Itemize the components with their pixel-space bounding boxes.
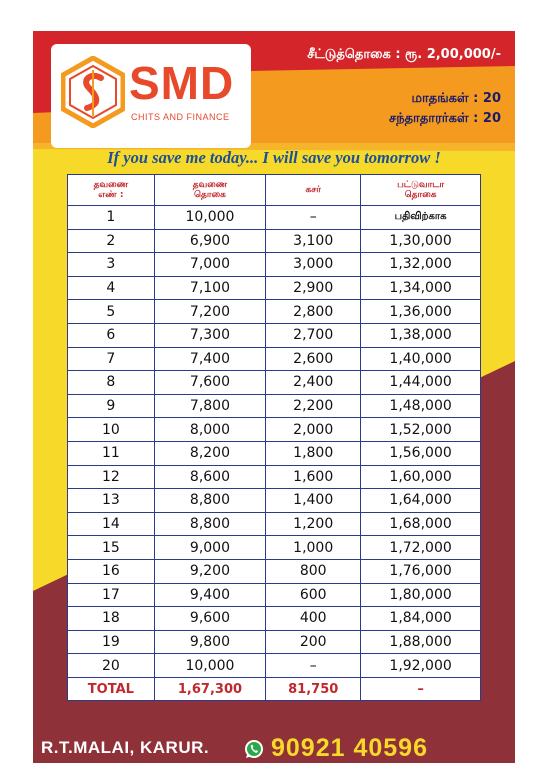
table-row <box>68 559 481 583</box>
table-cell: 8,800 <box>154 489 266 513</box>
table-cell: 7,400 <box>154 347 266 371</box>
table-cell: 18 <box>68 607 155 631</box>
table-row <box>68 276 481 300</box>
table-cell: 1,36,000 <box>361 300 481 324</box>
table-cell: 1,84,000 <box>361 607 481 631</box>
table-cell: 2,000 <box>266 418 361 442</box>
table-cell: 7,600 <box>154 371 266 395</box>
table-cell: 12 <box>68 465 155 489</box>
table-cell: 9 <box>68 394 155 418</box>
table-row <box>68 654 481 678</box>
footer-address: R.T.MALAI, KARUR. <box>41 738 210 757</box>
table-cell: 7 <box>68 347 155 371</box>
table-header-row <box>68 175 481 206</box>
table-cell: 16 <box>68 559 155 583</box>
table-cell: 10,000 <box>154 654 266 678</box>
table-cell: 1,40,000 <box>361 347 481 371</box>
chit-poster <box>33 31 515 763</box>
header-installment-amount: தவணை தொகை <box>154 175 266 206</box>
table-cell: பதிவிற்காக <box>361 206 481 230</box>
table-cell: 8 <box>68 371 155 395</box>
table-cell: 7,000 <box>154 253 266 277</box>
table-row <box>68 630 481 654</box>
table-row <box>68 394 481 418</box>
table-cell: 1,64,000 <box>361 489 481 513</box>
brand-tagline: CHITS AND FINANCE <box>131 112 230 122</box>
table-cell: 1,88,000 <box>361 630 481 654</box>
table-cell: 13 <box>68 489 155 513</box>
table-row <box>68 465 481 489</box>
header-installment-no: தவணை எண் : <box>68 175 155 206</box>
table-row <box>68 441 481 465</box>
table-cell: 1 <box>68 206 155 230</box>
table-cell: 2,600 <box>266 347 361 371</box>
table-total-cell: TOTAL <box>68 677 155 701</box>
table-total-row <box>68 677 481 701</box>
table-cell: 6,900 <box>154 229 266 253</box>
table-cell: 2,900 <box>266 276 361 300</box>
table-cell: 1,600 <box>266 465 361 489</box>
header-discount: கசர் <box>266 175 361 206</box>
table-body <box>68 206 481 701</box>
header-payout-amount: பட்டுவாடா தொகை <box>361 175 481 206</box>
table-cell: 1,38,000 <box>361 323 481 347</box>
table-cell: 8,000 <box>154 418 266 442</box>
members-count: சந்தாதாரர்கள் : 20 <box>389 111 501 126</box>
table-cell: 9,600 <box>154 607 266 631</box>
table-row <box>68 229 481 253</box>
table-total-cell: 81,750 <box>266 677 361 701</box>
table-cell: 3,100 <box>266 229 361 253</box>
table-cell: 1,60,000 <box>361 465 481 489</box>
table-row <box>68 512 481 536</box>
installment-table <box>67 174 481 701</box>
table-total-cell: 1,67,300 <box>154 677 266 701</box>
table-cell: 3 <box>68 253 155 277</box>
table-row <box>68 253 481 277</box>
table-row <box>68 347 481 371</box>
table-row <box>68 206 481 230</box>
table-cell: 2,800 <box>266 300 361 324</box>
logo-panel <box>51 44 251 148</box>
footer <box>33 734 515 763</box>
table-cell: 600 <box>266 583 361 607</box>
table-cell: 5 <box>68 300 155 324</box>
table-row <box>68 583 481 607</box>
table-cell: 1,80,000 <box>361 583 481 607</box>
table-cell: – <box>266 654 361 678</box>
table-cell: 7,100 <box>154 276 266 300</box>
table-cell: 8,800 <box>154 512 266 536</box>
table-cell: 1,68,000 <box>361 512 481 536</box>
table-row <box>68 489 481 513</box>
whatsapp-icon <box>243 738 265 760</box>
table-cell: 1,34,000 <box>361 276 481 300</box>
table-cell: 1,30,000 <box>361 229 481 253</box>
table-cell: 400 <box>266 607 361 631</box>
table-cell: 2,200 <box>266 394 361 418</box>
table-cell: 4 <box>68 276 155 300</box>
table-cell: 1,56,000 <box>361 441 481 465</box>
table-cell: 9,000 <box>154 536 266 560</box>
table-cell: 11 <box>68 441 155 465</box>
table-cell: 1,32,000 <box>361 253 481 277</box>
table-cell: 9,800 <box>154 630 266 654</box>
table-cell: 8,600 <box>154 465 266 489</box>
slogan: If you save me today... I will save you tomorrow ! <box>107 148 441 167</box>
table-cell: 200 <box>266 630 361 654</box>
table-row <box>68 607 481 631</box>
table-cell: 7,300 <box>154 323 266 347</box>
table-row <box>68 371 481 395</box>
chit-amount: சீட்டுத்தொகை : ரூ. 2,00,000/- <box>307 47 501 62</box>
table-cell: 6 <box>68 323 155 347</box>
table-cell: 8,200 <box>154 441 266 465</box>
table-cell: 2,400 <box>266 371 361 395</box>
footer-phone: 90921 40596 <box>271 734 428 762</box>
table-cell: 1,200 <box>266 512 361 536</box>
table-cell: 1,52,000 <box>361 418 481 442</box>
table-cell: 9,200 <box>154 559 266 583</box>
table-cell: 1,800 <box>266 441 361 465</box>
smd-logo-icon <box>61 56 125 128</box>
months-count: மாதங்கள் : 20 <box>411 91 501 106</box>
table-row <box>68 300 481 324</box>
table-cell: – <box>266 206 361 230</box>
table-cell: 7,200 <box>154 300 266 324</box>
table-cell: 1,000 <box>266 536 361 560</box>
table-cell: 20 <box>68 654 155 678</box>
table-cell: 17 <box>68 583 155 607</box>
table-cell: 1,400 <box>266 489 361 513</box>
table-row <box>68 323 481 347</box>
table-row <box>68 418 481 442</box>
table-cell: 10 <box>68 418 155 442</box>
table-row <box>68 536 481 560</box>
table-cell: 2 <box>68 229 155 253</box>
table-cell: 1,44,000 <box>361 371 481 395</box>
table-cell: 800 <box>266 559 361 583</box>
table-cell: 19 <box>68 630 155 654</box>
table-cell: 15 <box>68 536 155 560</box>
table-cell: 1,76,000 <box>361 559 481 583</box>
table-cell: 1,48,000 <box>361 394 481 418</box>
table-cell: 3,000 <box>266 253 361 277</box>
brand-name: SMD <box>129 57 235 109</box>
table-cell: 10,000 <box>154 206 266 230</box>
table-total-cell: – <box>361 677 481 701</box>
table-cell: 1,92,000 <box>361 654 481 678</box>
table-cell: 1,72,000 <box>361 536 481 560</box>
table-cell: 7,800 <box>154 394 266 418</box>
table-cell: 9,400 <box>154 583 266 607</box>
table-cell: 2,700 <box>266 323 361 347</box>
table-cell: 14 <box>68 512 155 536</box>
